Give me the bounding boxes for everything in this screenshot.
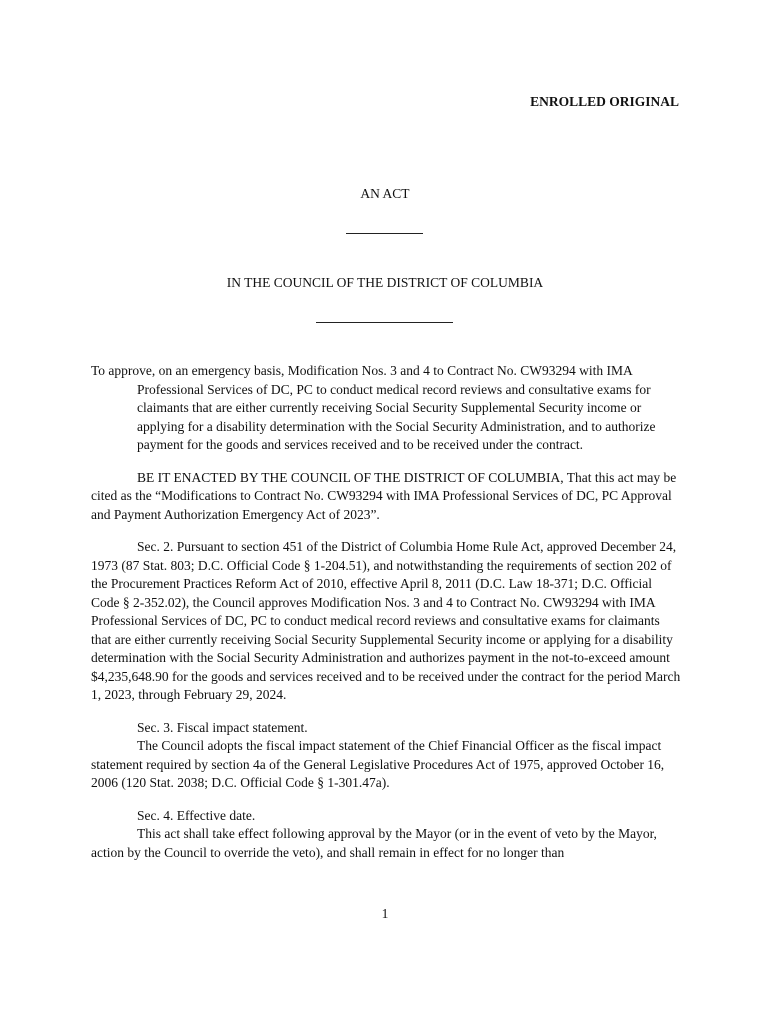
- enrolled-original-label: ENROLLED ORIGINAL: [530, 94, 679, 109]
- act-title-paragraph: To approve, on an emergency basis, Modification Nos. 3 and 4 to Contract No. CW93294 with IMA Professional Services of DC, PC to conduct medical record reviews and consultative exams for claimants that are either currently receiving Social Security Supplemental Security income or applying for a disability determination with the Social Security Administration, and to authorize payment for the goods and services received and to be received under the contract.: [91, 363, 656, 452]
- section-2: Sec. 2. Pursuant to section 451 of the District of Columbia Home Rule Act, approved December 24, 1973 (87 Stat. 803; D.C. Official Code § 1-204.51), and notwithstanding the requirements of section 202 of the Procurement Practices Reform Act of 2010, effective April 8, 2011 (D.C. Law 18-371; D.C. Official Code § 2-352.02), the Council approves Modification Nos. 3 and 4 to Contract No. CW93294 with IMA Professional Services of DC, PC to conduct medical record reviews and consultative exams for claimants that are either currently receiving Social Security Supplemental Security income or applying for a disability determination with the Social Security Administration and authorizes payment in the not-to-exceed amount $4,235,648.90 for the goods and services received and to be received under the contract for the period March 1, 2023, through February 29, 2024.: [91, 539, 681, 702]
- section-3-heading: Sec. 3. Fiscal impact statement.: [137, 719, 308, 735]
- section-3-text: The Council adopts the fiscal impact statement of the Chief Financial Officer as the fiscal impact statement required by section 4a of the General Legislative Procedures Act of 1975, approved October 16, 2006 (120 Stat. 2038; D.C. Official Code § 1-301.47a).: [91, 738, 665, 790]
- council-heading: IN THE COUNCIL OF THE DISTRICT OF COLUMBIA: [226, 275, 544, 290]
- heading-rule-long: [316, 322, 453, 323]
- act-body: [91, 362, 681, 862]
- page-number: 1: [381, 906, 389, 921]
- section-4-text: This act shall take effect following approval by the Mayor (or in the event of veto by the Mayor, action by the Council to override the veto), and shall remain in effect for no longer than: [91, 826, 657, 860]
- enacting-clause: BE IT ENACTED BY THE COUNCIL OF THE DISTRICT OF COLUMBIA, That this act may be cited as the “Modifications to Contract No. CW93294 with IMA Professional Services of DC, PC Approval and Payment Authorization Emergency Act of 2023”.: [91, 469, 677, 522]
- heading-rule-short: [346, 233, 423, 234]
- section-4-heading: Sec. 4. Effective date.: [137, 807, 256, 823]
- act-heading: AN ACT: [360, 186, 410, 201]
